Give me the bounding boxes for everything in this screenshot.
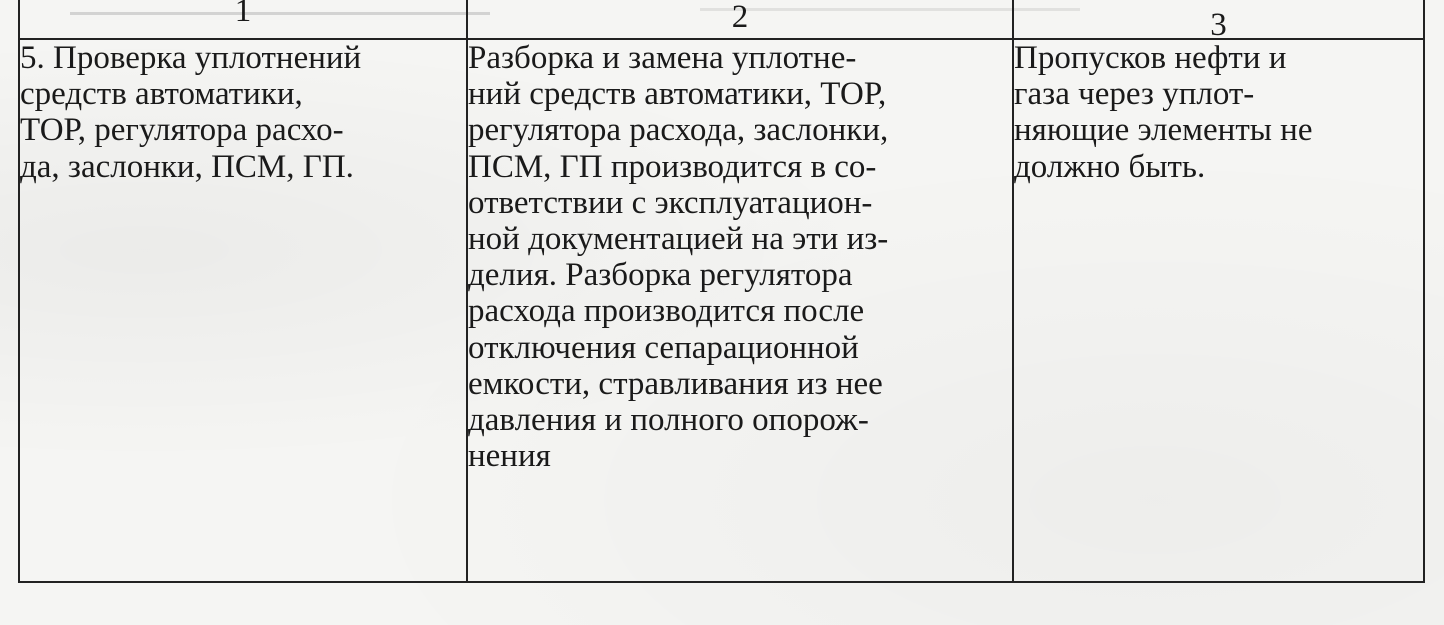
text-line: 5. Проверка уплотнений [20,40,362,76]
text-line: ТОР, регулятора расхо- [20,112,344,149]
text-line: должно быть. [1014,148,1206,185]
check-item-cell [19,39,467,582]
text-line: нения [468,438,551,475]
text-line: да, заслонки, ПСМ, ГП. [20,148,354,185]
text-line: регулятора расхода, заслонки, [468,112,889,149]
table-row [19,39,1424,582]
text-line: Разборка и замена уплотне- [468,40,857,76]
header-row [19,0,1424,39]
text-line: няющие элементы не [1014,112,1313,149]
column-number-1: 1 [19,0,467,39]
text-line: отключения сепарационной [468,329,859,366]
text-line: ответствии с эксплуатацион- [468,184,873,221]
text-line: давления и полного опорож- [468,402,869,439]
text-line: расхода производится после [468,293,865,330]
procedure-cell [467,39,1013,582]
text-line: ной документацией на эти из- [468,221,889,258]
text-line: ПСМ, ГП производится в со- [468,148,877,185]
requirement-cell [1013,39,1424,582]
text-line: средств автоматики, [20,76,303,113]
text-line: емкости, стравливания из нее [468,365,883,402]
document-table [18,0,1425,583]
column-number-2: 2 [467,0,1013,39]
text-line: делия. Разборка регулятора [468,257,853,294]
column-number-3: 3 [1013,0,1424,39]
text-line: ний средств автоматики, ТОР, [468,76,887,113]
text-line: Пропусков нефти и [1014,40,1287,76]
text-line: газа через уплот- [1014,76,1255,113]
